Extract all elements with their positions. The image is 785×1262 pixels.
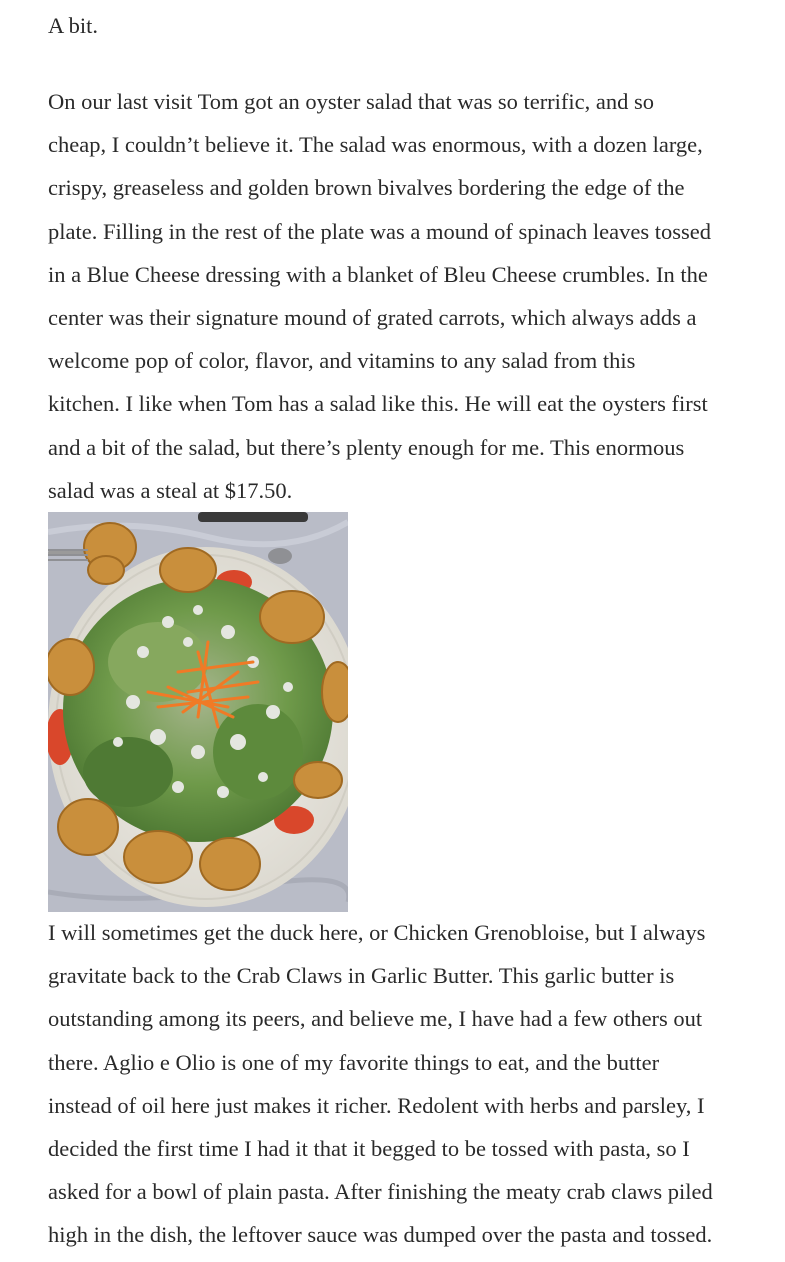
text-line: in a Blue Cheese dressing with a blanket of Bleu Cheese crumbles. In the [48, 261, 708, 287]
text-line: kitchen. I like when Tom has a salad like this. He will eat the oysters first [48, 391, 708, 417]
text-line: instead of oil here just makes it richer. Redolent with herbs and parsley, I [48, 1092, 705, 1118]
oyster-salad-photo [48, 512, 348, 912]
text-line: gravitate back to the Crab Claws in Garlic Butter. This garlic butter is [48, 963, 675, 989]
text-line: and a bit of the salad, but there’s plenty enough for me. This enormous [48, 434, 685, 460]
text-line: asked for a bowl of plain pasta. After finishing the meaty crab claws piled [48, 1179, 713, 1205]
text-line: A bit. [48, 13, 99, 38]
text-line: crispy, greaseless and golden brown bivalves bordering the edge of the [48, 175, 685, 201]
text-line: decided the first time I had it that it begged to be tossed with pasta, so I [48, 1136, 690, 1162]
text-line: On our last visit Tom got an oyster salad that was so terrific, and so [48, 89, 655, 114]
paragraph-oyster-salad [48, 80, 748, 512]
paragraph-intro [48, 4, 98, 47]
text-line: center was their signature mound of grated carrots, which always adds a [48, 305, 697, 331]
text-line: salad was a steal at $17.50. [48, 477, 293, 503]
text-line: I will sometimes get the duck here, or Chicken Grenobloise, but I always [48, 920, 706, 945]
text-line: there. Aglio e Olio is one of my favorite things to eat, and the butter [48, 1049, 660, 1075]
text-line: plate. Filling in the rest of the plate was a mound of spinach leaves tossed [48, 218, 711, 244]
text-line: outstanding among its peers, and believe me, I have had a few others out [48, 1006, 703, 1032]
paragraph-crab-claws [48, 911, 748, 1257]
oyster-salad-image [48, 512, 348, 912]
text-line: high in the dish, the leftover sauce was dumped over the pasta and tossed. [48, 1222, 713, 1248]
text-line: welcome pop of color, flavor, and vitamins to any salad from this [48, 348, 636, 374]
text-line: cheap, I couldn’t believe it. The salad was enormous, with a dozen large, [48, 132, 703, 158]
